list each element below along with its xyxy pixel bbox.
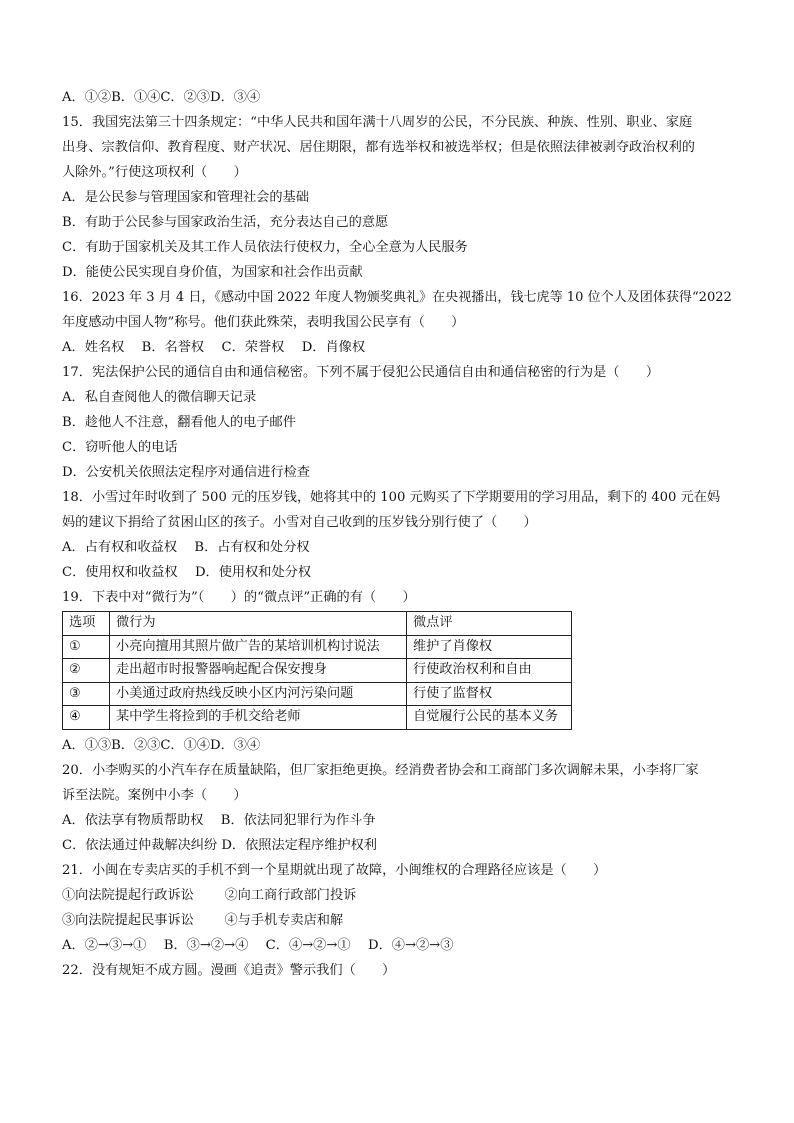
q19-options: A．①③B．②③C．①④D．③④ — [62, 738, 261, 753]
table-cell: 行使政治权利和自由 — [407, 659, 572, 683]
q19-table — [62, 611, 572, 730]
table-cell: 维护了肖像权 — [407, 635, 572, 659]
q17-option-c: C．窃听他人的电话 — [62, 440, 178, 455]
table-header-cell: 选项 — [63, 612, 110, 636]
q17-option-d: D．公安机关依照法定程序对通信进行检查 — [62, 465, 310, 480]
q18-options-cd: C．使用权和收益权 D．使用权和处分权 — [62, 565, 312, 580]
q17-option-b: B．趁他人不注意，翻看他人的电子邮件 — [62, 415, 296, 430]
table-cell: 自觉履行公民的基本义务 — [407, 706, 572, 730]
q20-stem-line-2: 诉至法院。案例中小李（ ） — [62, 788, 247, 803]
q15-option-b: B．有助于公民参与国家政治生活，充分表达自己的意愿 — [62, 215, 389, 230]
table-cell: 行使了监督权 — [407, 682, 572, 706]
table-cell: 某中学生将捡到的手机交给老师 — [110, 706, 407, 730]
q21-stem: 21．小闽在专卖店买的手机不到一个星期就出现了故障，小闽维权的合理路径应该是（ ） — [62, 863, 607, 878]
table-header-cell: 微点评 — [407, 612, 572, 636]
table-cell: ② — [63, 659, 110, 683]
q15-stem-line-3: 人除外。”行使这项权利（ ） — [62, 165, 247, 180]
q21-items-34: ③向法院提起民事诉讼 ④与手机专卖店和解 — [62, 913, 344, 928]
table-cell: 小亮向擅用其照片做广告的某培训机构讨说法 — [110, 635, 407, 659]
table-cell: ③ — [63, 682, 110, 706]
q15-stem-line-1: 15．我国宪法第三十四条规定：“中华人民共和国年满十八周岁的公民，不分民族、种族、性别、职业、家庭 — [62, 115, 693, 130]
q21-items-12: ①向法院提起行政诉讼 ②向工商行政部门投诉 — [62, 888, 357, 903]
q17-stem: 17．宪法保护公民的通信自由和通信秘密。下列不属于侵犯公民通信自由和通信秘密的行为是（ ） — [62, 365, 660, 380]
q19-stem: 19．下表中对“微行为”（ ）的“微点评”正确的有（ ） — [62, 590, 416, 605]
q21-options: A．②→③→① B．③→②→④ C．④→②→① D．④→②→③ — [62, 938, 454, 953]
table-cell: ④ — [63, 706, 110, 730]
table-cell: ① — [63, 635, 110, 659]
q16-options: A．姓名权 B．名誉权 C．荣誉权 D．肖像权 — [62, 340, 366, 355]
q16-stem-line-1: 16．2023 年 3 月 4 日，《感动中国 2022 年度人物颁奖典礼》在央视播出，钱七虎等 10 位个人及团体获得“2022 — [62, 290, 732, 305]
q20-options-cd: C．依法通过仲裁解决纠纷 D．依照法定程序维护权利 — [62, 838, 377, 853]
q20-options-ab: A．依法享有物质帮助权 B．依法同犯罪行为作斗争 — [62, 813, 376, 828]
table-row — [63, 706, 572, 730]
q20-stem-line-1: 20．小李购买的小汽车存在质量缺陷，但厂家拒绝更换。经消费者协会和工商部门多次调解未果，小李将厂家 — [62, 763, 699, 778]
table-header-cell: 微行为 — [110, 612, 407, 636]
q18-stem-line-2: 妈的建议下捐给了贫困山区的孩子。小雪对自己收到的压岁钱分别行使了（ ） — [62, 515, 537, 530]
q16-stem-line-2: 年度感动中国人物”称号。他们获此殊荣，表明我国公民享有（ ） — [62, 315, 465, 330]
q15-stem-line-2: 出身、宗教信仰、教育程度、财产状况、居住期限，都有选举权和被选举权；但是依照法律被剥夺政治权利的 — [62, 140, 695, 155]
q18-stem-line-1: 18．小雪过年时收到了 500 元的压岁钱，她将其中的 100 元购买了下学期要用的学习用品，剩下的 400 元在妈 — [62, 490, 721, 505]
table-row — [63, 682, 572, 706]
q15-option-d: D．能使公民实现自身价值，为国家和社会作出贡献 — [62, 265, 363, 280]
q22-stem: 22．没有规矩不成方圆。漫画《追责》警示我们（ ） — [62, 963, 396, 978]
q15-option-c: C．有助于国家机关及其工作人员依法行使权力，全心全意为人民服务 — [62, 240, 468, 255]
table-row — [63, 635, 572, 659]
table-header-row — [63, 612, 572, 636]
table-cell: 走出超市时报警器响起配合保安搜身 — [110, 659, 407, 683]
table-row — [63, 659, 572, 683]
q15-option-a: A．是公民参与管理国家和管理社会的基础 — [62, 190, 309, 205]
q18-options-ab: A．占有权和收益权 B．占有权和处分权 — [62, 540, 310, 555]
q17-option-a: A．私自查阅他人的微信聊天记录 — [62, 390, 257, 405]
q14-options: A．①②B．①④C．②③D．③④ — [62, 90, 261, 105]
table-cell: 小美通过政府热线反映小区内河污染问题 — [110, 682, 407, 706]
